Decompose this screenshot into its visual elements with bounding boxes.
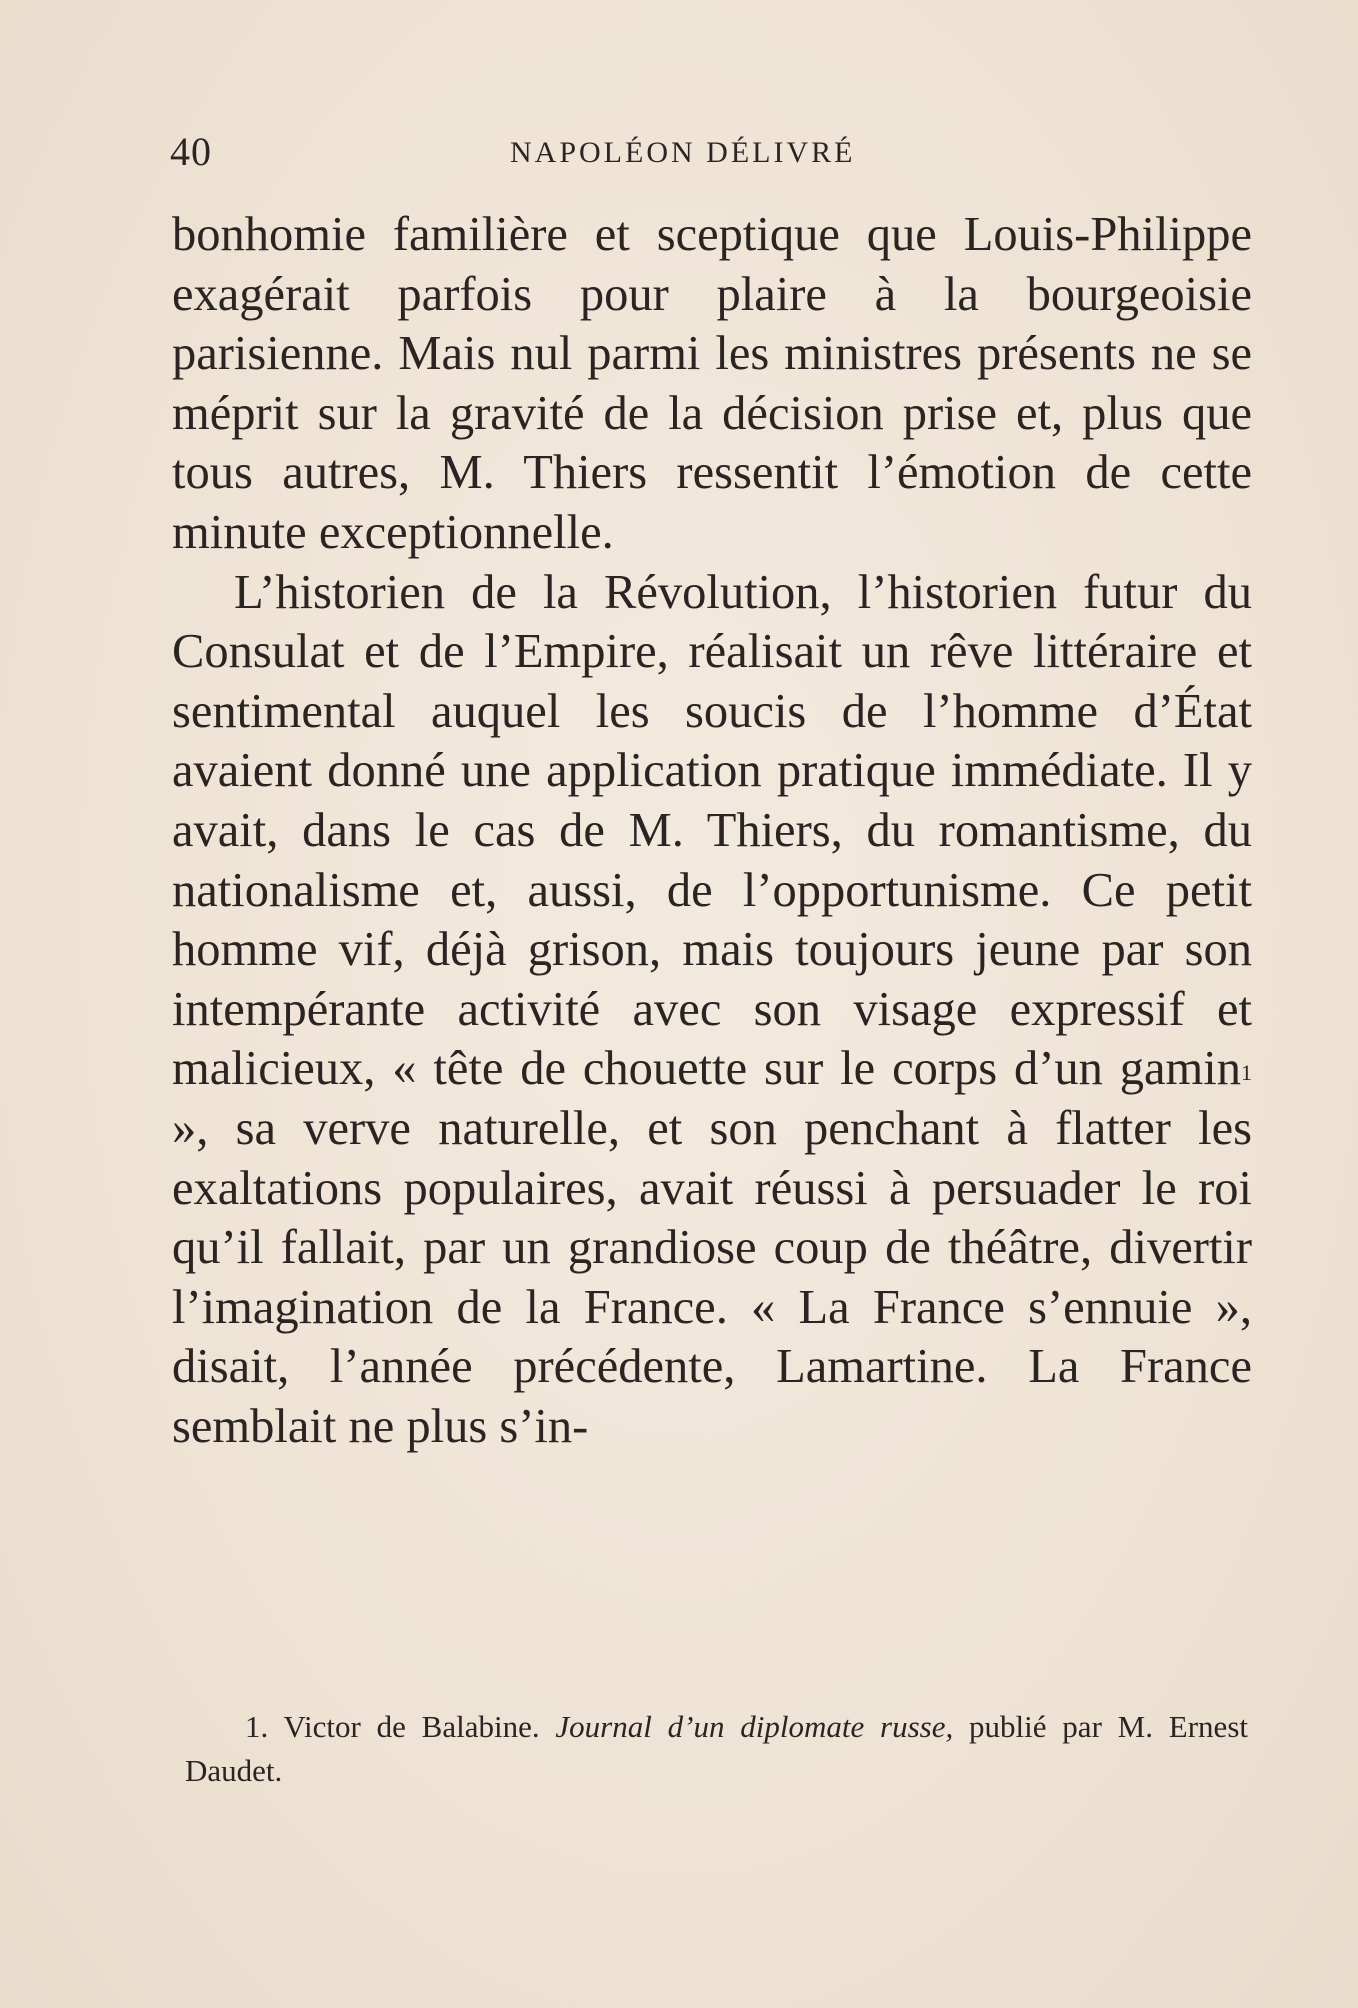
footnote-marker: 1 — [1241, 1060, 1252, 1086]
footnote-number: 1. — [245, 1709, 269, 1744]
running-head — [170, 128, 1250, 188]
footnote — [185, 1705, 1248, 1793]
footnote-rest: publié par M. Ernest Daudet. — [185, 1709, 1248, 1788]
book-title: NAPOLÉON DÉLIVRÉ — [510, 136, 856, 169]
paragraph-1: bonhomie familière et sceptique que Louis-Philippe exagérait parfois pour plaire à la bourgeoisie parisienne. Mais nul parmi les ministres présents ne se méprit sur la gravité de la décision prise et, plus que tous autres, M. Thiers ressentit l’émotion de cette minute exceptionnelle. — [172, 208, 1252, 559]
paragraph-2-part-2: », sa verve naturelle, et son penchant à flatter les exaltations populaires, avait réussi à persuader le roi qu’il fallait, par un grandiose coup de théâtre, divertir l’imagination de la France. « La France s’ennuie », disait, l’année précédente, Lamartine. La France semblait ne plus s’in- — [172, 1101, 1252, 1453]
footnote-journal-title: Journal d’un diplomate russe, — [555, 1709, 954, 1744]
page-number: 40 — [170, 129, 212, 174]
body-text — [172, 205, 1252, 1456]
footnote-author: Victor de Balabine. — [283, 1709, 540, 1744]
paragraph-2-part-1: L’historien de la Révolution, l’historien futur du Consulat et de l’Empire, réalisait un rêve littéraire et sentimental auquel les soucis de l’homme d’État avaient donné une application pratique immédiate. Il y avait, dans le cas de M. Thiers, du romantisme, du nationalisme et, aussi, de l’opportunisme. Ce petit homme vif, déjà grison, mais toujours jeune par son intempérante activité avec son visage expressif et malicieux, « tête de chouette sur le corps d’un gamin — [172, 565, 1252, 1096]
paragraph-2 — [172, 563, 1252, 1457]
